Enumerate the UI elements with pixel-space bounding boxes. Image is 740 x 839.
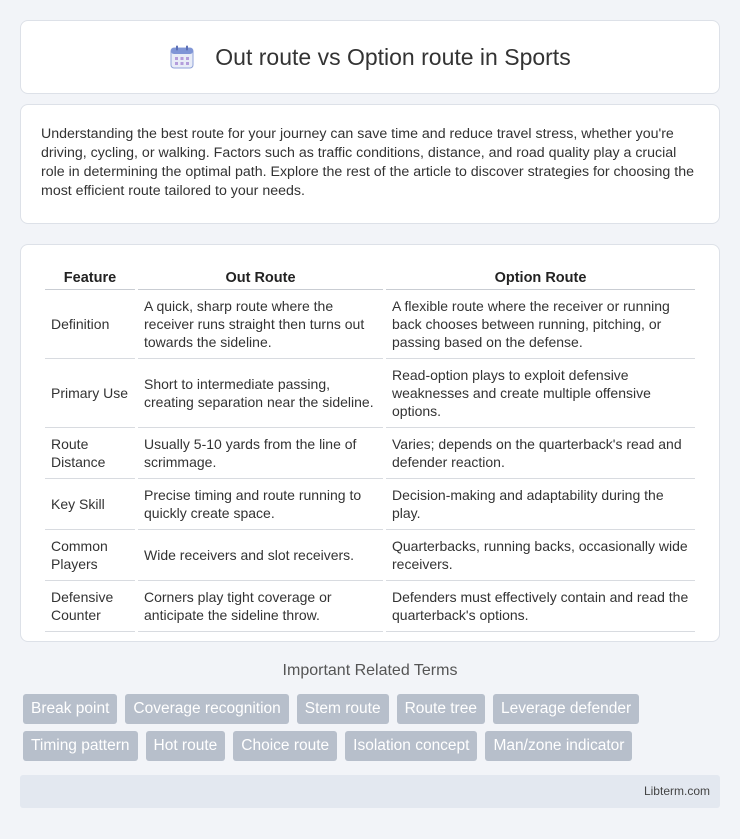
table-header-row (45, 265, 695, 290)
tag-man-zone-indicator[interactable]: Man/zone indicator (485, 731, 632, 761)
tag-break-point[interactable]: Break point (23, 694, 117, 724)
row-feature: Primary Use (45, 359, 135, 428)
page-title: Out route vs Option route in Sports (215, 43, 571, 70)
table-row (45, 530, 695, 581)
row-feature: Route Distance (45, 428, 135, 479)
row-out-route: A quick, sharp route where the receiver runs straight then turns out towards the sideline. (138, 290, 383, 359)
tag-stem-route[interactable]: Stem route (297, 694, 389, 724)
header-card (20, 20, 720, 94)
row-out-route: Corners play tight coverage or anticipate the sideline throw. (138, 581, 383, 632)
row-out-route: Wide receivers and slot receivers. (138, 530, 383, 581)
row-option-route: Defenders must effectively contain and read the quarterback's options. (386, 581, 695, 632)
header-feature: Feature (45, 265, 135, 290)
row-out-route: Short to intermediate passing, creating separation near the sideline. (138, 359, 383, 428)
table-row (45, 479, 695, 530)
tag-coverage-recognition[interactable]: Coverage recognition (125, 694, 288, 724)
intro-text: Understanding the best route for your journey can save time and reduce travel stress, whether you're driving, cycling, or walking. Factors such as traffic conditions, distance, and road quality play a crucial role in determining the optimal path. Explore the rest of the article to discover strategies for choosing the most efficient route tailored to your needs. (41, 126, 694, 199)
table-row (45, 359, 695, 428)
tag-hot-route[interactable]: Hot route (146, 731, 226, 761)
tag-choice-route[interactable]: Choice route (233, 731, 337, 761)
comparison-table (42, 265, 698, 632)
tag-route-tree[interactable]: Route tree (397, 694, 485, 724)
intro-card (20, 104, 720, 224)
related-terms-tags (23, 694, 723, 761)
row-feature: Common Players (45, 530, 135, 581)
row-option-route: Decision-making and adaptability during the play. (386, 479, 695, 530)
row-feature: Defensive Counter (45, 581, 135, 632)
footer-site-link[interactable]: Libterm.com (643, 784, 710, 798)
comparison-table-card (20, 244, 720, 642)
row-feature: Key Skill (45, 479, 135, 530)
footer (20, 775, 720, 808)
table-row (45, 428, 695, 479)
row-feature: Definition (45, 290, 135, 359)
table-row (45, 290, 695, 359)
row-option-route: Quarterbacks, running backs, occasionally wide receivers. (386, 530, 695, 581)
header-out-route: Out Route (138, 265, 383, 290)
related-terms-title: Important Related Terms (282, 662, 458, 679)
row-option-route: Read-option plays to exploit defensive weaknesses and create multiple offensive options. (386, 359, 695, 428)
table-row (45, 581, 695, 632)
row-out-route: Usually 5-10 yards from the line of scrimmage. (138, 428, 383, 479)
tag-leverage-defender[interactable]: Leverage defender (493, 694, 639, 724)
tag-isolation-concept[interactable]: Isolation concept (345, 731, 477, 761)
calendar-icon (169, 44, 195, 70)
row-option-route: Varies; depends on the quarterback's read and defender reaction. (386, 428, 695, 479)
tag-timing-pattern[interactable]: Timing pattern (23, 731, 138, 761)
header-option-route: Option Route (386, 265, 695, 290)
row-out-route: Precise timing and route running to quickly create space. (138, 479, 383, 530)
row-option-route: A flexible route where the receiver or running back chooses between running, pitching, or passing based on the defense. (386, 290, 695, 359)
